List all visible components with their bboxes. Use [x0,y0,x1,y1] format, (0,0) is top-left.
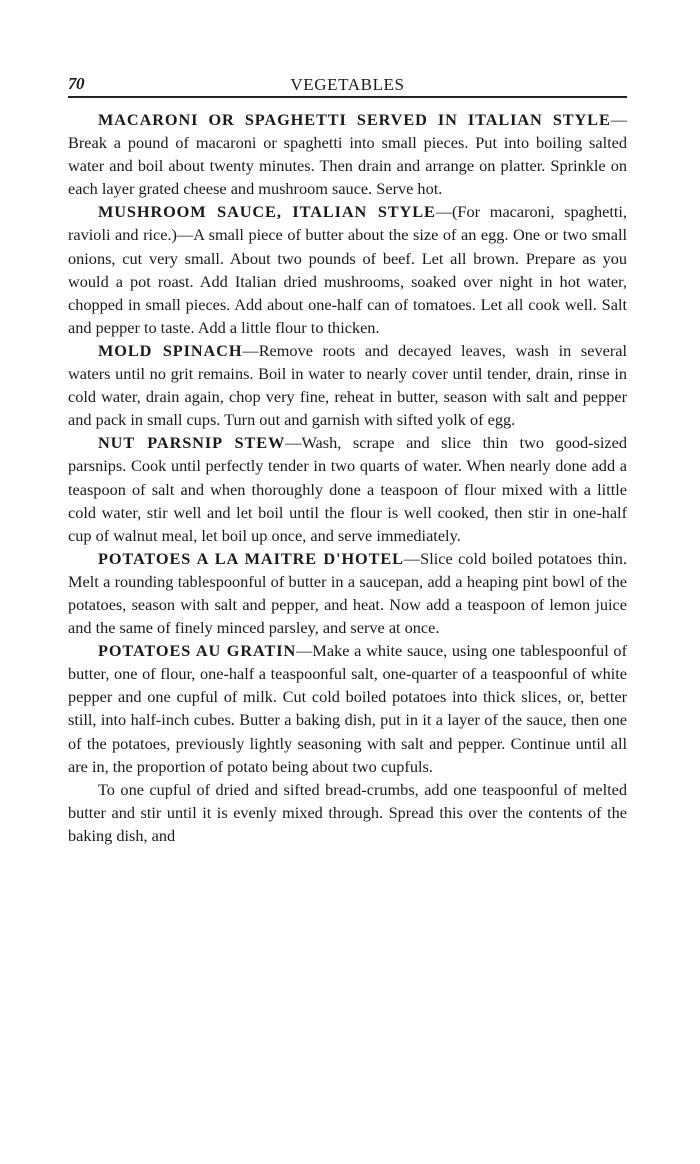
recipe-title: POTATOES AU GRATIN [98,641,297,661]
page-header [68,76,627,98]
recipe-text: —Slice cold boiled potatoes thin. Melt a rounding tablespoonful of butter in a saucepan, add a heaping pint bowl of the potatoes, season with salt and pepper, and heat. Now add a teaspoon of lemon juice and the same of finely minced parsley, and serve at once. [68,548,627,638]
recipe-title: NUT PARSNIP STEW [98,433,286,453]
continuation-paragraph: To one cupful of dried and sifted bread-crumbs, add one teaspoonful of melted butter and stir until it is evenly mixed through. Spread this over the contents of the baking dish, and [68,779,627,845]
recipe-text: —Make a white sauce, using one tablespoonful of butter, one of flour, one-half a teaspoonful salt, one-quarter of a teaspoonful of white pepper and one cupful of milk. Cut cold boiled potatoes into thick slices, or, better still, into half-inch cubes. Butter a baking dish, put in it a layer of the sauce, then one of the potatoes, previously lightly seasoning with salt and pepper. Continue until all are in, the proportion of potato being about two cupfuls. [68,641,627,776]
recipe-title: MUSHROOM SAUCE, ITALIAN STYLE [98,202,436,222]
recipe-text: —Wash, scrape and slice thin two good-sized parsnips. Cook until perfectly tender in two quarts of water. When nearly done add a teaspoon of salt and when thoroughly done a teaspoon of flour mixed with a little cold water, stir well and let boil until the flour is well cooked, then stir in one-half cup of walnut meal, let boil up once, and serve immediately. [68,433,627,545]
recipe-title: MOLD SPINACH [98,340,243,360]
recipe-title: POTATOES A LA MAITRE D'HOTEL [98,548,404,568]
recipe-nut-parsnip-stew [68,431,627,546]
running-head: VEGETABLES [290,75,405,94]
recipe-text: —Break a pound of macaroni or spaghetti into small pieces. Put into boiling salted water and boil about twenty minutes. Then drain and arrange on platter. Sprinkle on each layer grated cheese and mushroom sauce. Serve hot. [68,110,627,199]
page-number: 70 [68,74,84,93]
recipe-potatoes-maitre-d-hotel [68,547,627,639]
recipe-mushroom-sauce [68,200,627,339]
recipe-mold-spinach [68,339,627,431]
recipe-text: —Remove roots and decayed leaves, wash in several waters until no grit remains. Boil in water to nearly cover until tender, drain, rinse in cold water, drain again, chop very fine, reheat in butter, season with salt and pepper and pack in small cups. Turn out and garnish with sifted yolk of egg. [68,340,628,430]
recipe-text: —(For macaroni, spaghetti, ravioli and rice.)—A small piece of butter about the size of an egg. One or two small onions, cut very small. About two pounds of beef. Let all brown. Prepare as you would a pot roast. Add Italian dried mushrooms, soaked over night in hot water, chopped in small pieces. Add about one-half can of tomatoes. Let all cook well. Salt and pepper to taste. Add a little flour to thicken. [68,202,628,337]
recipe-macaroni [68,108,627,200]
recipe-title: MACARONI OR SPAGHETTI SERVED IN ITALIAN STYLE [98,110,611,129]
page-body [68,108,627,847]
recipe-potatoes-au-gratin [68,639,627,778]
book-page [68,76,627,847]
